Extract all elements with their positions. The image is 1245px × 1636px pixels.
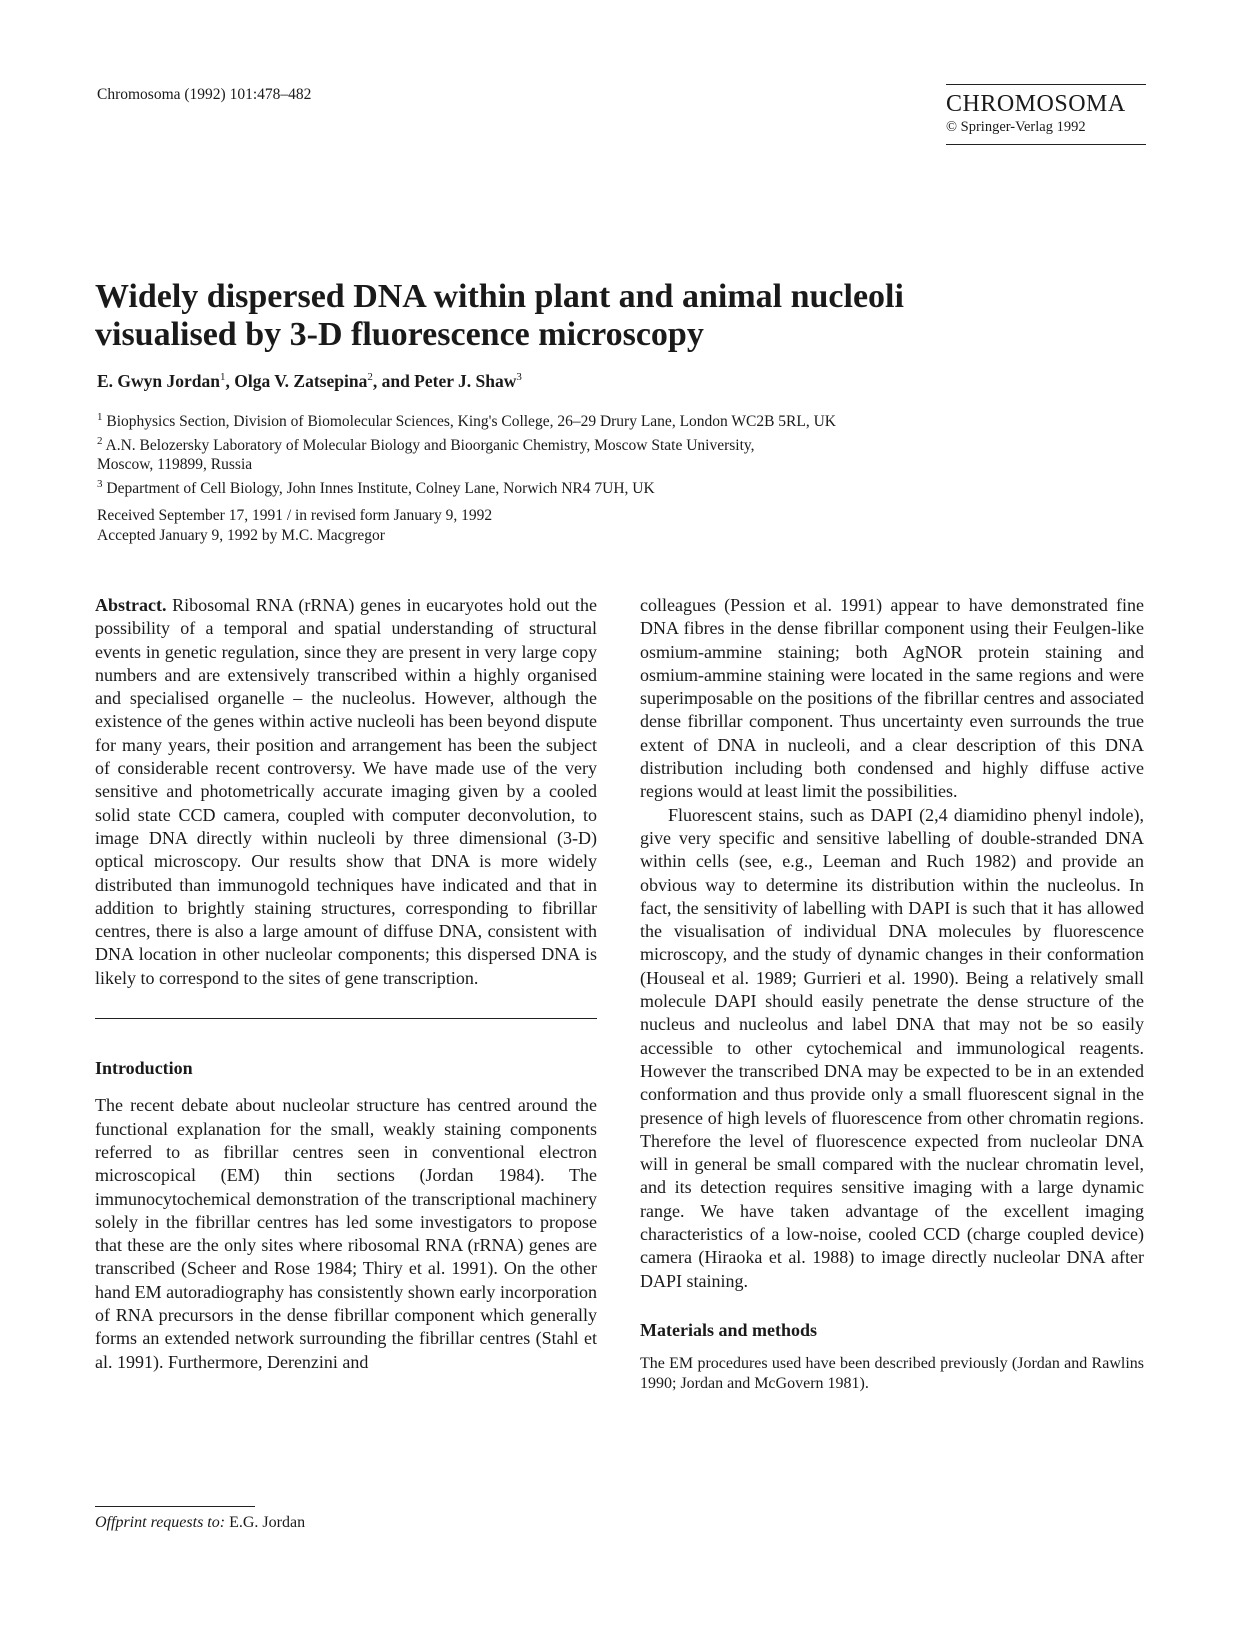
affiliation-text: A.N. Belozersky Laboratory of Molecular Biology and Bioorganic Chemistry, Moscow State University, <box>105 436 755 454</box>
journal-copyright: © Springer-Verlag 1992 <box>946 119 1086 135</box>
methods-paragraph: The EM procedures used have been described previously (Jordan and Rawlins 1990; Jordan and McGovern 1981). <box>640 1355 1144 1393</box>
abstract-label: Abstract. <box>95 595 167 615</box>
author-2: , Olga V. Zatsepina <box>225 371 368 391</box>
right-paragraph-1: colleagues (Pession et al. 1991) appear to have demonstrated fine DNA fibres in the dense fibrillar component using their Feulgen-like osmium-ammine staining; both AgNOR protein staining and osmium-ammine staining were located in the same regions and were superimposable on the positions of the fibrillar centres and associated dense fibrillar component. Thus uncertainty even surrounds the true extent of DNA in nucleoli, and a clear description of this DNA distribution including both condensed and highly diffuse active regions would at least limit the possibilities. <box>640 595 1144 802</box>
journal-name: CHROMOSOMA <box>946 91 1126 117</box>
right-column <box>640 594 1144 1394</box>
author-2-affiliation: 2 <box>367 371 373 384</box>
affiliation-number: 2 <box>97 434 103 447</box>
journal-top-rule <box>946 84 1146 85</box>
introduction-paragraph: The recent debate about nucleolar structure has centred around the functional explanation for the small, weakly staining components referred to as fibrillar centres seen in conventional electron microscopical (EM) thin sections (Jordan 1984). The immunocytochemical demonstration of the transcriptional machinery solely in the fibrillar centres has led some investigators to propose that these are the only sites where ribosomal RNA (rRNA) genes are transcribed (Scheer and Rose 1984; Thiry et al. 1991). On the other hand EM autoradiography has consistently shown early incorporation of RNA precursors in the dense fibrillar component which generally forms an extended network surrounding the fibrillar centres (Stahl et al. 1991). Furthermore, Derenzini and <box>95 1095 597 1372</box>
title-line-1: Widely dispersed DNA within plant and animal nucleoli <box>95 278 904 315</box>
abstract-text: Ribosomal RNA (rRNA) genes in eucaryotes hold out the possibility of a temporal and spatial understanding of structural events in genetic regulation, since they are present in very large copy numbers and are extensively transcribed within a highly organised and specialised organelle – the nucleolus. However, although the existence of the genes within active nucleoli has been beyond dispute for many years, their position and arrangement has been the subject of considerable recent controversy. We have made use of the very sensitive and photometrically accurate imaging given by a cooled solid state CCD camera, coupled with computer deconvolution, to image DNA directly within nucleoli by three dimensional (3-D) optical microscopy. Our results show that DNA is more widely distributed than immunogold techniques have indicated and that in addition to brightly staining structures, corresponding to fibrillar centres, there is also a large amount of diffuse DNA, consistent with DNA location in other nucleolar components; this dispersed DNA is likely to correspond to the sites of gene transcription. <box>95 595 597 988</box>
journal-block <box>946 84 1146 145</box>
methods-heading: Materials and methods <box>640 1319 817 1340</box>
affiliation-line <box>97 475 1157 499</box>
affiliation-text: Biophysics Section, Division of Biomolecular Sciences, King's College, 26–29 Drury Lane, London WC2B 5RL, UK <box>106 413 837 431</box>
author-3-affiliation: 3 <box>516 371 522 384</box>
right-paragraph-2: Fluorescent stains, such as DAPI (2,4 diamidino phenyl indole), give very specific and sensitive labelling of double-stranded DNA within cells (see, e.g., Leeman and Ruch 1982) and provide an obvious way to determine its distribution within the nucleolus. In fact, the sensitivity of labelling with DAPI is such that it has allowed the visualisation of individual DNA molecules by fluorescence microscopy, and the study of dynamic changes in their conformation (Houseal et al. 1989; Gurrieri et al. 1990). Being a relatively small molecule DAPI should easily penetrate the dense structure of the nucleus and nucleolus and label DNA that may not be so easily accessible to other cytochemical and immunological reagents. However the transcribed DNA may be expected to be in an extended conformation and thus provide only a small fluorescent signal in the presence of high levels of fluorescence from other chromatin regions. Therefore the level of fluorescence expected from nucleolar DNA will in general be small compared with the nuclear chromatin level, and its detection requires sensitive imaging with a large dynamic range. We have taken advantage of the excellent imaging characteristics of a low-noise, cooled CCD (charge coupled device) camera (Hiraoka et al. 1988) to image directly nucleolar DNA after DAPI staining. <box>640 804 1144 1291</box>
affiliations <box>97 408 1157 498</box>
footnote <box>95 1514 305 1532</box>
introduction-heading: Introduction <box>95 1058 193 1079</box>
abstract <box>95 594 597 990</box>
footnote-label: Offprint requests to: <box>95 1514 226 1531</box>
title-line-2: visualised by 3-D fluorescence microscopy <box>95 316 704 353</box>
affiliation-line <box>97 408 1157 432</box>
affiliation-line <box>97 432 1157 456</box>
journal-bottom-rule <box>946 144 1146 145</box>
citation-line: Chromosoma (1992) 101:478–482 <box>97 86 312 103</box>
left-column <box>95 594 597 1374</box>
affiliation-text: Moscow, 119899, Russia <box>97 456 253 474</box>
author-3: , and Peter J. Shaw <box>372 371 517 391</box>
author-list <box>97 371 522 392</box>
affiliation-line <box>97 455 1157 475</box>
received-date: Received September 17, 1991 / in revised form January 9, 1992 <box>97 507 493 524</box>
abstract-separator <box>95 1018 597 1019</box>
footnote-rule <box>95 1506 255 1507</box>
affiliation-text: Department of Cell Biology, John Innes Institute, Colney Lane, Norwich NR4 7UH, UK <box>106 479 655 497</box>
author-1: E. Gwyn Jordan <box>97 371 221 391</box>
affiliation-number: 1 <box>97 411 103 423</box>
footnote-name: E.G. Jordan <box>225 1514 306 1531</box>
accepted-date: Accepted January 9, 1992 by M.C. Macgregor <box>97 526 385 544</box>
article-title <box>95 278 1155 354</box>
author-1-affiliation: 1 <box>220 371 226 384</box>
article-dates <box>97 506 492 545</box>
affiliation-number: 3 <box>97 477 103 490</box>
